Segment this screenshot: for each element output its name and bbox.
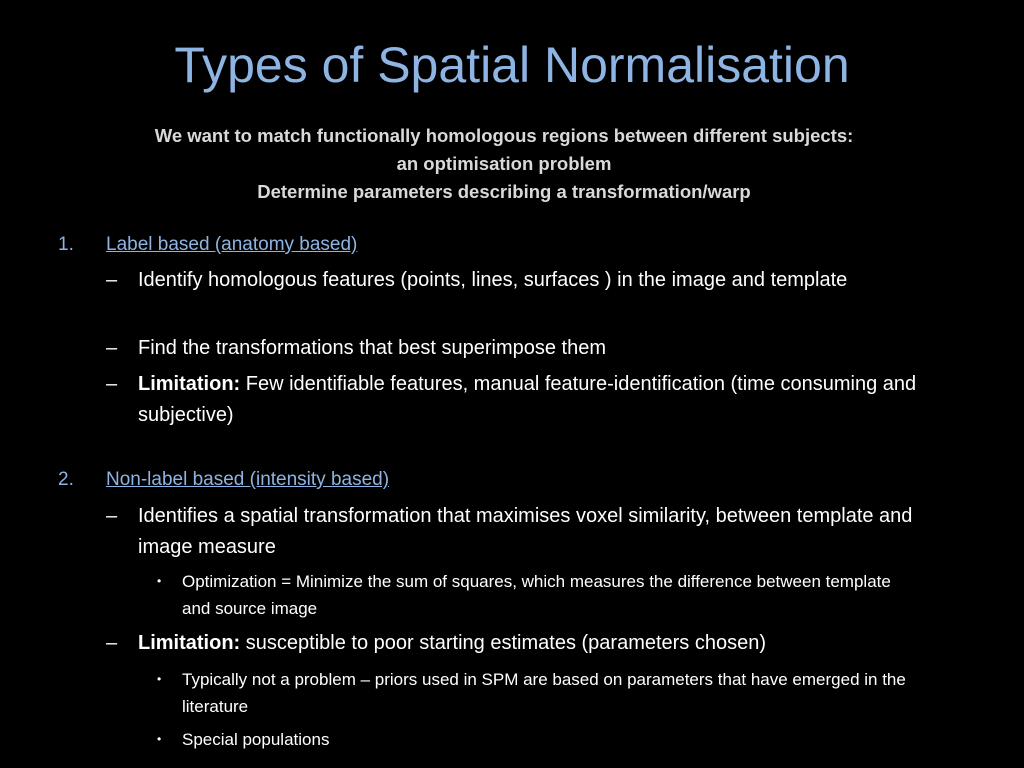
subtitle-line: an optimisation problem bbox=[396, 153, 612, 174]
section-link-label-based[interactable]: Label based (anatomy based) bbox=[106, 234, 358, 255]
section-number: 2. bbox=[58, 469, 74, 490]
list-item: Identifies a spatial transformation that maximises voxel similarity, between template and image measure bbox=[138, 505, 913, 558]
list-item: Identify homologous features (points, lines, surfaces ) in the image and template bbox=[138, 269, 848, 291]
dot-bullet: • bbox=[157, 574, 162, 588]
dash-bullet: – bbox=[106, 337, 118, 359]
sub-list-item: Optimization = Minimize the sum of squares, which measures the difference between template and source image bbox=[182, 572, 891, 618]
dash-bullet: – bbox=[106, 269, 118, 291]
sub-list-item: Special populations bbox=[182, 730, 330, 749]
limitation-label: Limitation: bbox=[138, 373, 241, 395]
limitation-label: Limitation: bbox=[138, 632, 241, 654]
dot-bullet: • bbox=[157, 732, 162, 746]
limitation-text: Few identifiable features, manual feature-identification (time consuming and subjective) bbox=[138, 373, 917, 426]
slide-subtitle bbox=[0, 122, 1008, 206]
list-item-limitation bbox=[138, 628, 938, 659]
subtitle-line: Determine parameters describing a transformation/warp bbox=[257, 181, 751, 202]
sub-list-item: Typically not a problem – priors used in SPM are based on parameters that have emerged in the literature bbox=[182, 670, 906, 716]
dash-bullet: – bbox=[106, 632, 118, 654]
dot-bullet: • bbox=[157, 672, 162, 686]
subtitle-line: We want to match functionally homologous regions between different subjects: bbox=[154, 125, 854, 146]
section-link-non-label-based[interactable]: Non-label based (intensity based) bbox=[106, 469, 390, 490]
list-item-limitation bbox=[138, 369, 928, 431]
dash-bullet: – bbox=[106, 373, 118, 395]
dash-bullet: – bbox=[106, 505, 118, 527]
slide-title: Types of Spatial Normalisation bbox=[174, 37, 850, 93]
limitation-text: susceptible to poor starting estimates (parameters chosen) bbox=[240, 632, 767, 654]
list-item: Find the transformations that best superimpose them bbox=[138, 337, 607, 359]
section-number: 1. bbox=[58, 234, 74, 255]
